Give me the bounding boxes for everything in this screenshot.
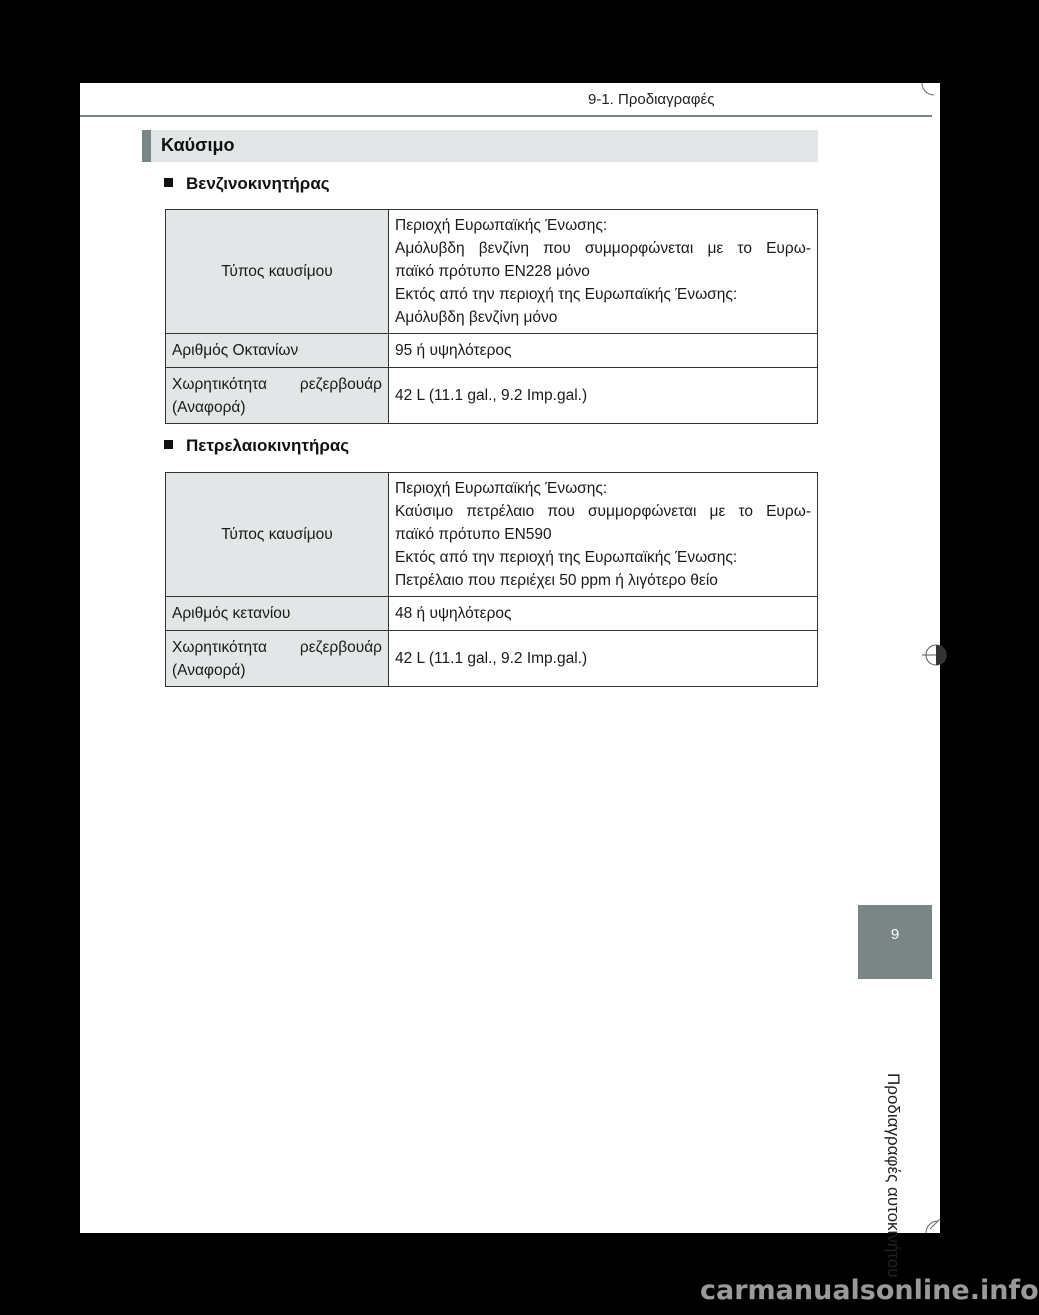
running-header: 9-1. Προδιαγραφές xyxy=(588,91,715,108)
watermark: carmanualsonline.info xyxy=(700,1275,1039,1306)
table-row xyxy=(166,631,818,687)
section-title: Καύσιμο xyxy=(161,135,235,155)
diesel-heading-text: Πετρελαιοκινητήρας xyxy=(186,436,350,455)
manual-page xyxy=(80,83,940,1278)
petrol-fuel-line-1: Περιοχή Ευρωπαϊκής Ένωσης: xyxy=(395,217,608,234)
diesel-fuel-line-2: Καύσιμο πετρέλαιο που συμμορφώνεται με το Ευρω- xyxy=(395,503,811,520)
diesel-tank-label-line-1: Χωρητικότητα ρεζερβουάρ xyxy=(172,638,382,656)
chapter-tab xyxy=(858,905,932,979)
diesel-tank-label xyxy=(166,631,389,687)
table-row xyxy=(166,334,818,368)
crop-mark-bottom-icon xyxy=(922,1217,942,1233)
square-bullet-icon xyxy=(164,178,173,187)
diesel-fuel-line-1: Περιοχή Ευρωπαϊκής Ένωσης: xyxy=(395,480,608,497)
diesel-tank-label-line-2: (Αναφορά) xyxy=(172,661,246,679)
petrol-tank-label-line-2: (Αναφορά) xyxy=(172,398,246,416)
crop-mark-top-icon xyxy=(922,83,942,103)
diesel-fuel-line-5: Πετρέλαιο που περιέχει 50 ppm ή λιγότερο θείο xyxy=(395,572,718,589)
diesel-heading xyxy=(164,436,349,456)
petrol-fuel-line-4: Εκτός από την περιοχή της Ευρωπαϊκής Ένωσης: xyxy=(395,286,738,303)
diesel-fuel-line-3: παϊκό πρότυπο EN590 xyxy=(395,526,552,543)
diesel-cetane-value: 48 ή υψηλότερος xyxy=(389,597,818,631)
petrol-heading xyxy=(164,174,330,194)
table-row xyxy=(166,210,818,334)
petrol-octane-value: 95 ή υψηλότερος xyxy=(389,334,818,368)
petrol-tank-label xyxy=(166,368,389,424)
petrol-fuel-line-3: παϊκό πρότυπο EN228 μόνο xyxy=(395,263,590,280)
petrol-fuel-type-label: Τύπος καυσίμου xyxy=(166,210,389,334)
diesel-spec-table xyxy=(165,472,818,687)
petrol-spec-table xyxy=(165,209,818,424)
diesel-tank-value: 42 L (11.1 gal., 9.2 Imp.gal.) xyxy=(389,631,818,687)
crop-mark-middle-icon xyxy=(922,640,942,670)
table-row xyxy=(166,368,818,424)
square-bullet-icon xyxy=(164,440,173,449)
table-row xyxy=(166,473,818,597)
diesel-cetane-label: Αριθμός κετανίου xyxy=(166,597,389,631)
petrol-tank-value: 42 L (11.1 gal., 9.2 Imp.gal.) xyxy=(389,368,818,424)
diesel-fuel-type-value xyxy=(389,473,818,597)
table-row xyxy=(166,597,818,631)
petrol-tank-label-line-1: Χωρητικότητα ρεζερβουάρ xyxy=(172,375,382,393)
petrol-fuel-type-value xyxy=(389,210,818,334)
section-title-bar xyxy=(142,130,818,162)
petrol-fuel-line-2: Αμόλυβδη βενζίνη που συμμορφώνεται με το Ευρω- xyxy=(395,240,811,257)
chapter-number: 9 xyxy=(890,926,900,943)
chapter-side-label: Προδιαγραφές αυτοκινήτου xyxy=(884,1073,903,1278)
header-rule xyxy=(80,115,932,117)
petrol-fuel-line-5: Αμόλυβδη βενζίνη μόνο xyxy=(395,309,558,326)
diesel-fuel-type-label: Τύπος καυσίμου xyxy=(166,473,389,597)
petrol-octane-label: Αριθμός Οκτανίων xyxy=(166,334,389,368)
diesel-fuel-line-4: Εκτός από την περιοχή της Ευρωπαϊκής Ένωσης: xyxy=(395,549,738,566)
petrol-heading-text: Βενζινοκινητήρας xyxy=(186,174,330,193)
